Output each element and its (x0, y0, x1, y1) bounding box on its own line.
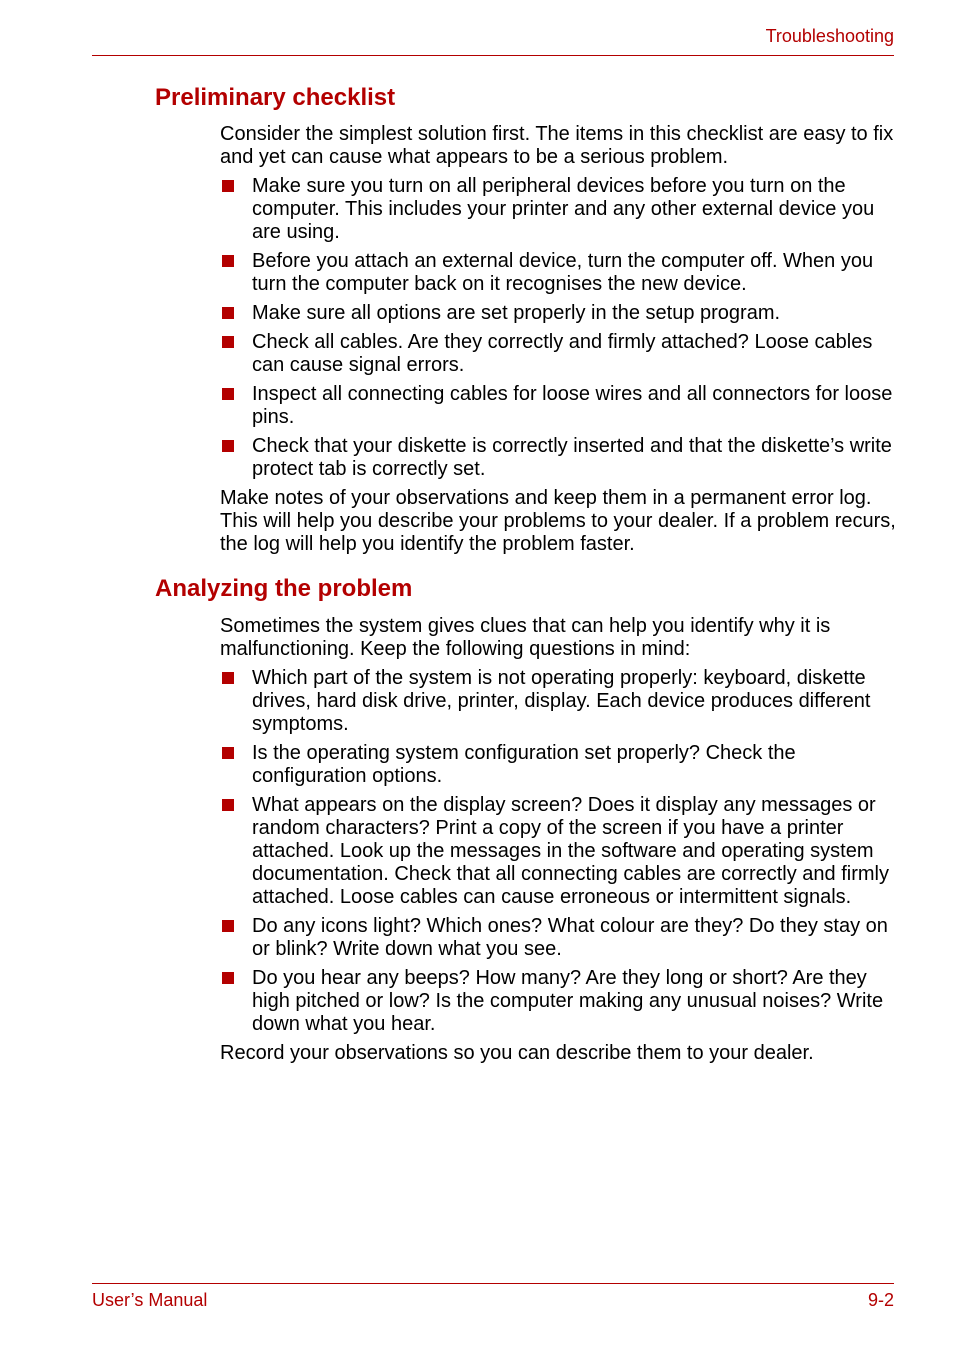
list-item-text: Do any icons light? Which ones? What colour are they? Do they stay on or blink? Write down what you see. (252, 915, 888, 960)
section-heading-analyzing-the-problem: Analyzing the problem (155, 575, 413, 602)
questions-list (220, 667, 900, 1036)
list-item (220, 302, 900, 325)
section-body-preliminary-checklist (220, 123, 900, 562)
section-body-analyzing-the-problem (220, 615, 900, 1071)
list-item-text: Inspect all connecting cables for loose wires and all connectors for loose pins. (252, 383, 893, 428)
bullet-square-icon (222, 440, 234, 452)
section-heading-preliminary-checklist: Preliminary checklist (155, 84, 396, 111)
list-item-text: Make sure all options are set properly in the setup program. (252, 302, 781, 324)
section-outro: Make notes of your observations and keep them in a permanent error log. This will help you describe your problems to your dealer. If a problem recurs, the log will help you identify the problem faster. (220, 487, 896, 555)
page-number: 9-2 (867, 1290, 894, 1310)
list-item (220, 175, 900, 244)
bullet-square-icon (222, 672, 234, 684)
footer-rule (92, 1283, 894, 1284)
bullet-square-icon (222, 747, 234, 759)
section-intro: Consider the simplest solution first. The items in this checklist are easy to fix and yet can cause what appears to be a serious problem. (220, 123, 894, 168)
list-item (220, 667, 900, 736)
list-item-text: Before you attach an external device, turn the computer off. When you turn the computer back on it recognises the new device. (252, 250, 874, 295)
bullet-square-icon (222, 388, 234, 400)
bullet-square-icon (222, 180, 234, 192)
checklist-list (220, 175, 900, 481)
list-item (220, 250, 900, 296)
section-outro: Record your observations so you can describe them to your dealer. (220, 1042, 814, 1064)
list-item-text: Check all cables. Are they correctly and firmly attached? Loose cables can cause signal errors. (252, 331, 873, 376)
bullet-square-icon (222, 972, 234, 984)
footer-manual-title: User’s Manual (92, 1290, 208, 1310)
header-rule (92, 55, 894, 56)
bullet-square-icon (222, 336, 234, 348)
list-item-text: Is the operating system configuration set properly? Check the configuration options. (252, 742, 796, 787)
list-item-text: Do you hear any beeps? How many? Are they long or short? Are they high pitched or low? Is the computer making any unusual noises? Write down what you hear. (252, 967, 884, 1035)
header-section-title: Troubleshooting (765, 26, 894, 46)
list-item-text: Make sure you turn on all peripheral devices before you turn on the computer. This includes your printer and any other external device you are using. (252, 175, 875, 243)
list-item (220, 331, 900, 377)
bullet-square-icon (222, 799, 234, 811)
bullet-square-icon (222, 255, 234, 267)
bullet-square-icon (222, 307, 234, 319)
section-intro: Sometimes the system gives clues that can help you identify why it is malfunctioning. Keep the following questions in mind: (220, 615, 831, 660)
list-item-text: Check that your diskette is correctly inserted and that the diskette’s write protect tab is correctly set. (252, 435, 892, 480)
list-item-text: What appears on the display screen? Does it display any messages or random characters? Print a copy of the screen if you have a printer attached. Look up the messages in the software and operating system documentation. Check that all connecting cables are correctly and firmly attached. Loose cables can cause erroneous or intermittent signals. (252, 794, 889, 908)
list-item (220, 967, 900, 1036)
list-item (220, 794, 900, 909)
bullet-square-icon (222, 920, 234, 932)
list-item-text: Which part of the system is not operating properly: keyboard, diskette drives, hard disk drive, printer, display. Each device produces different symptoms. (252, 667, 871, 735)
list-item (220, 742, 900, 788)
list-item (220, 383, 900, 429)
list-item (220, 915, 900, 961)
list-item (220, 435, 900, 481)
